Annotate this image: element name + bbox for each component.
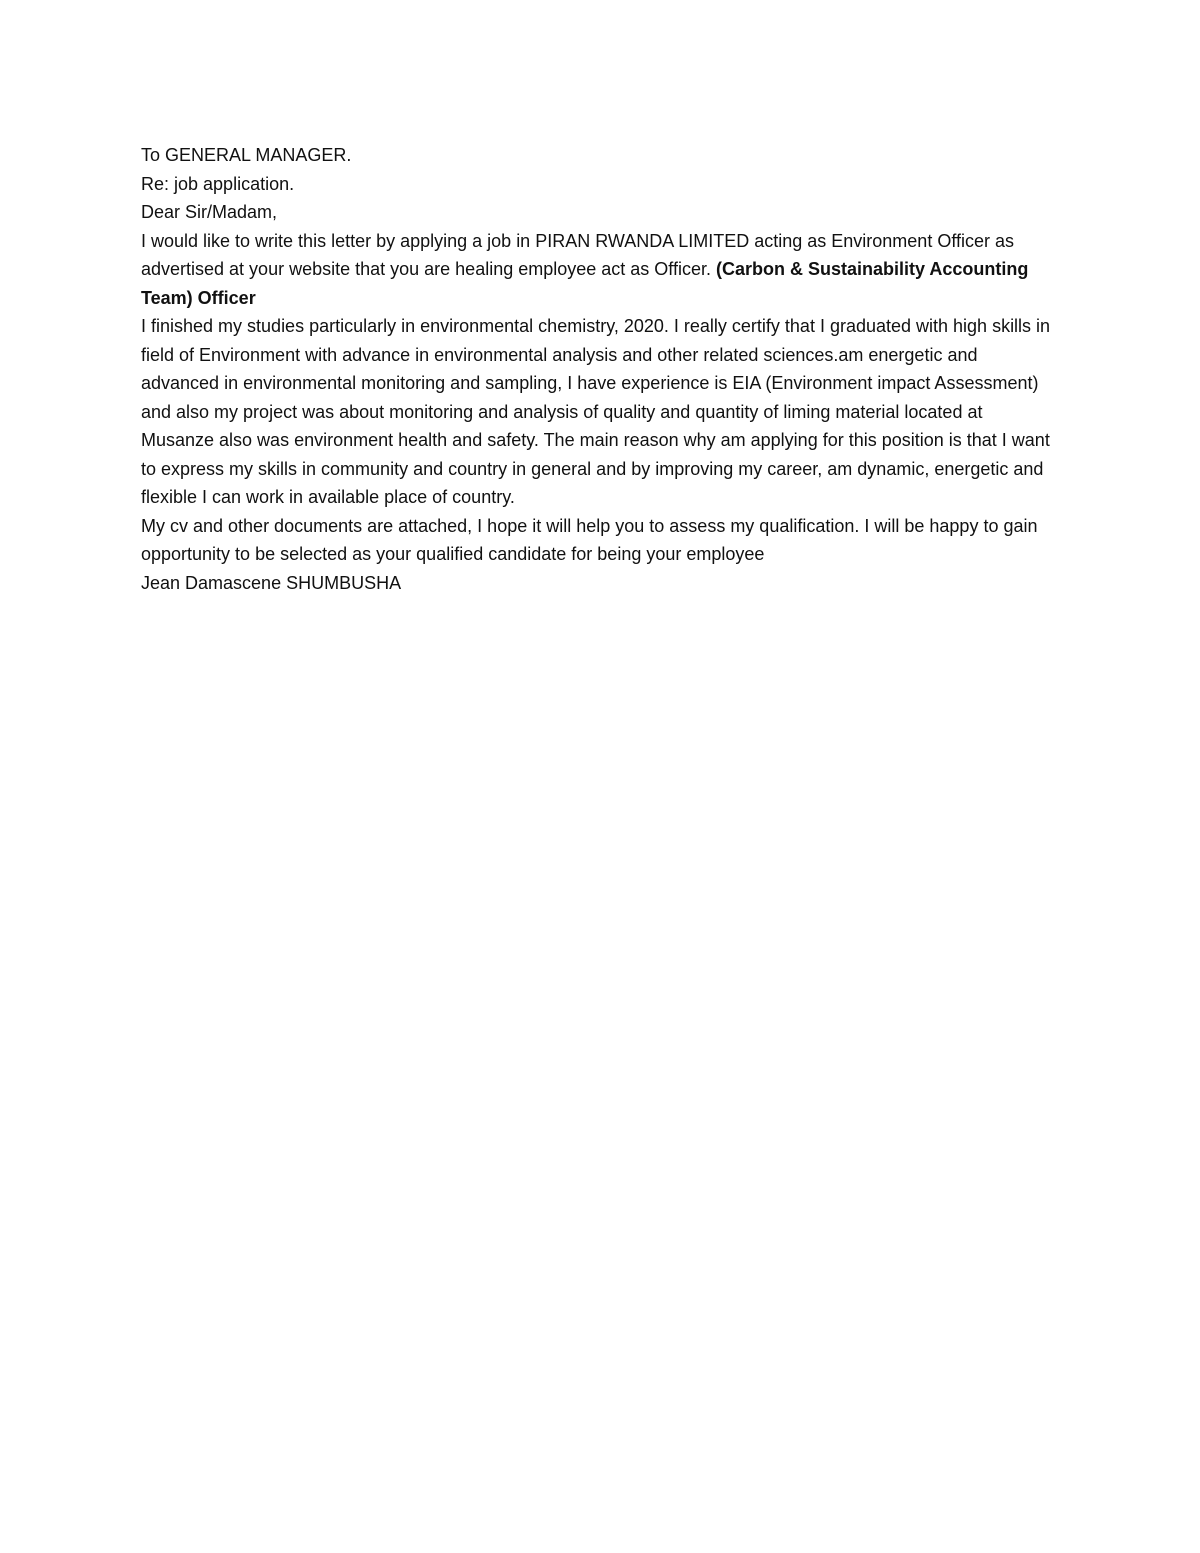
intro-paragraph-text: I would like to write this letter by applying a job in PIRAN RWANDA LIMITED acting as Environment Officer as advertised at your website that you are healing employee act as Officer. bbox=[141, 230, 1015, 279]
qualifications-paragraph: I finished my studies particularly in environmental chemistry, 2020. I really certify that I graduated with high skills in field of Environment with advance in environmental analysis and other related sciences.am energetic and advanced in environmental monitoring and sampling, I have experience is EIA (Environment impact Assessment) and also my project was about monitoring and analysis of quality and quantity of liming material located at Musanze also was environment health and safety. The main reason why am applying for this position is that I want to express my skills in community and country in general and by improving my career, am dynamic, energetic and flexible I can work in available place of country. bbox=[141, 316, 1051, 507]
recipient-line: To GENERAL MANAGER. bbox=[141, 145, 352, 165]
salutation: Dear Sir/Madam, bbox=[141, 202, 278, 222]
signature-name: Jean Damascene SHUMBUSHA bbox=[141, 572, 402, 593]
subject-line: Re: job application. bbox=[141, 173, 295, 194]
letter-body bbox=[141, 141, 1056, 597]
intro-paragraph bbox=[141, 227, 1056, 313]
closing-paragraph: My cv and other documents are attached, I hope it will help you to assess my qualification. I will be happy to gain opportunity to be selected as your qualified candidate for being your employee bbox=[141, 515, 1038, 564]
job-title-bold: (Carbon & Sustainability Accounting Team) Officer bbox=[141, 259, 1029, 308]
